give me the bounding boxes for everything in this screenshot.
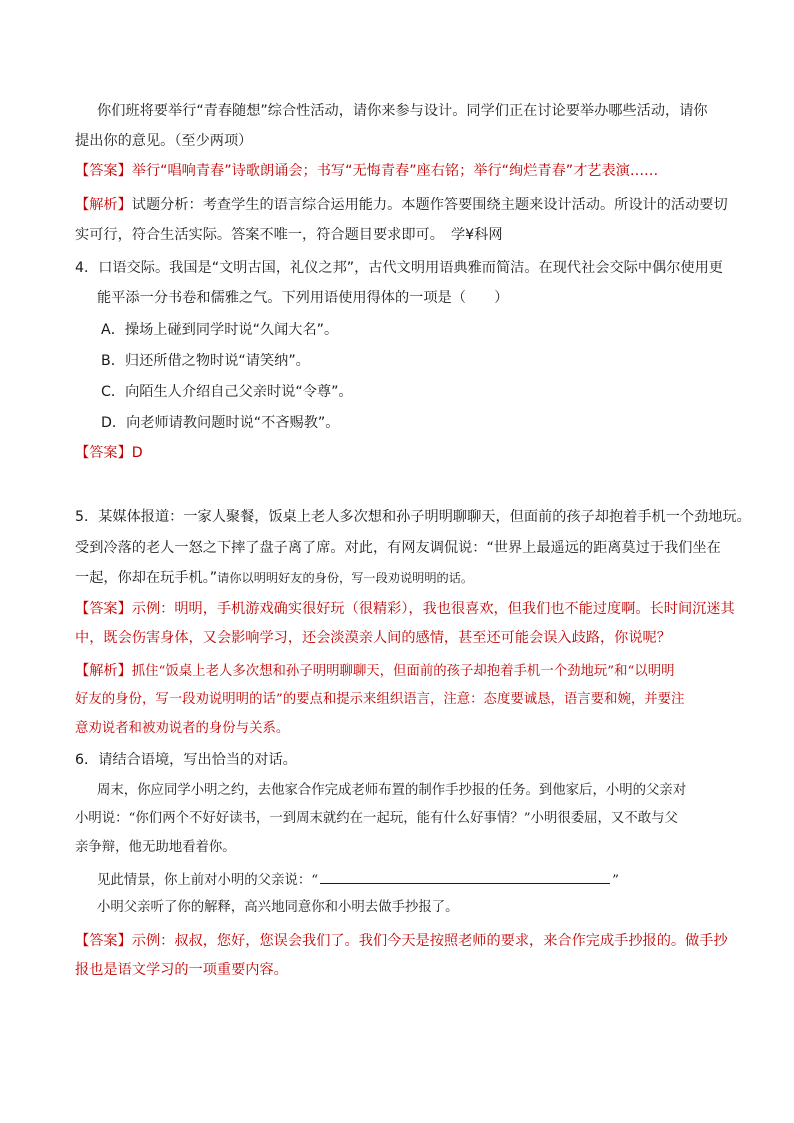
q5-stem-line3b: 请你以明明好友的身份，写一段劝说明明的话。 — [217, 571, 474, 585]
q3-analysis-line2: 实可行，符合生活实际。答案不唯一，符合题目要求即可。 学¥科网 — [75, 227, 503, 243]
q5-analysis-text1: 抓住“饭桌上老人多次想和孙子明明聊聊天，但面前的孩子却抱着手机一个劲地玩”和“以明明 — [131, 664, 675, 679]
q3-analysis-text1: 试题分析：考查学生的语言综合运用能力。本题作答要围绕主题来设计活动。所设计的活动要切 — [131, 197, 728, 213]
q6-stem: 6．请结合语境，写出恰当的对话。 — [75, 752, 297, 768]
q6-prompt-line — [97, 869, 619, 891]
q6-prompt-after: ” — [612, 873, 619, 888]
q4-option-c: C．向陌生人介绍自己父亲时说“令尊”。 — [101, 384, 353, 400]
q5-stem-line1: 5．某媒体报道：一家人聚餐，饭桌上老人多次想和孙子明明聊聊天，但面前的孩子却抱着手机一个劲地玩。 — [75, 509, 751, 525]
q5-stem-line3 — [75, 568, 473, 588]
q3-analysis-line1 — [75, 195, 728, 215]
q5-analysis-line2: 好友的身份，写一段劝说明明的话”的要点和提示来组织语言，注意：态度要诚恳，语言要和婉，并要注 — [75, 692, 685, 707]
q6-answer-line1 — [75, 931, 728, 951]
q6-context-line1: 周末，你应同学小明之约，去他家合作完成老师布置的制作手抄报的任务。到他家后，小明的父亲对 — [97, 783, 687, 798]
q6-context-line5: 小明父亲听了你的解释，高兴地同意你和小明去做手抄报了。 — [97, 900, 459, 915]
q5-analysis-line3: 意劝说者和被劝说者的身份与关系。 — [75, 721, 290, 736]
q4-answer — [75, 443, 143, 463]
q6-answer-text1: 示例：叔叔，您好，您误会我们了。我们今天是按照老师的要求，来合作完成手抄报的。做手抄 — [131, 933, 728, 949]
q5-stem-line2: 受到冷落的老人一怒之下摔了盘子离了席。对此，有网友调侃说：“世界上最遥远的距离莫过于我们坐在 — [75, 540, 721, 556]
q5-stem-line3a: 一起，你却在玩手机。” — [75, 570, 218, 586]
q5-answer-text1: 示例：明明，手机游戏确实很好玩（很精彩），我也很喜欢，但我们也不能过度啊。长时间沉迷其 — [131, 601, 735, 617]
answer-tag: 【答案】 — [75, 445, 132, 461]
q3-stem-line2: 提出你的意见。（至少两项） — [75, 133, 253, 149]
q3-answer — [75, 161, 658, 181]
q5-analysis-line1 — [75, 661, 675, 682]
q3-stem-line1: 你们班将要举行“青春随想”综合性活动，请你来参与设计。同学们正在讨论要举办哪些活动，请你 — [97, 103, 708, 119]
q6-answer-line2: 报也是语文学习的一项重要内容。 — [75, 962, 288, 978]
q4-answer-text: D — [131, 445, 143, 461]
answer-blank-line[interactable] — [320, 869, 610, 884]
q6-prompt-before: 见此情景，你上前对小明的父亲说：“ — [97, 873, 319, 888]
q4-option-d: D．向老师请教问题时说“不吝赐教”。 — [101, 415, 340, 431]
q3-answer-text: 举行“唱响青春”诗歌朗诵会；书写“无悔青春”座右铭；举行“绚烂青春”才艺表演…… — [131, 163, 659, 179]
q4-option-b: B．归还所借之物时说“请笑纳”。 — [101, 353, 310, 369]
q6-context-line2: 小明说：“你们两个不好好读书，一到周末就约在一起玩，能有什么好事情？”小明很委屈，又不敢与父 — [75, 811, 678, 826]
answer-tag: 【答案】 — [75, 163, 132, 179]
answer-tag: 【答案】 — [75, 933, 132, 949]
analysis-tag: 【解析】 — [75, 663, 132, 679]
q4-stem-line2: 能平添一分书卷和儒雅之气。下列用语使用得体的一项是（ ） — [97, 290, 509, 306]
analysis-tag: 【解析】 — [75, 197, 132, 213]
q4-stem-line1: 4．口语交际。我国是“文明古国，礼仪之邦”，古代文明用语典雅而简洁。在现代社会交际中偶尔使用更 — [75, 260, 723, 276]
q5-answer-line1 — [75, 599, 735, 619]
answer-tag: 【答案】 — [75, 601, 132, 617]
q6-context-line3: 亲争辩，他无助地看着你。 — [75, 840, 236, 855]
q4-option-a: A．操场上碰到同学时说“久闻大名”。 — [101, 322, 339, 338]
q5-answer-line2: 中，既会伤害身体，又会影响学习，还会淡漠亲人间的感情，甚至还可能会误入歧路，你说呢？ — [75, 630, 671, 646]
